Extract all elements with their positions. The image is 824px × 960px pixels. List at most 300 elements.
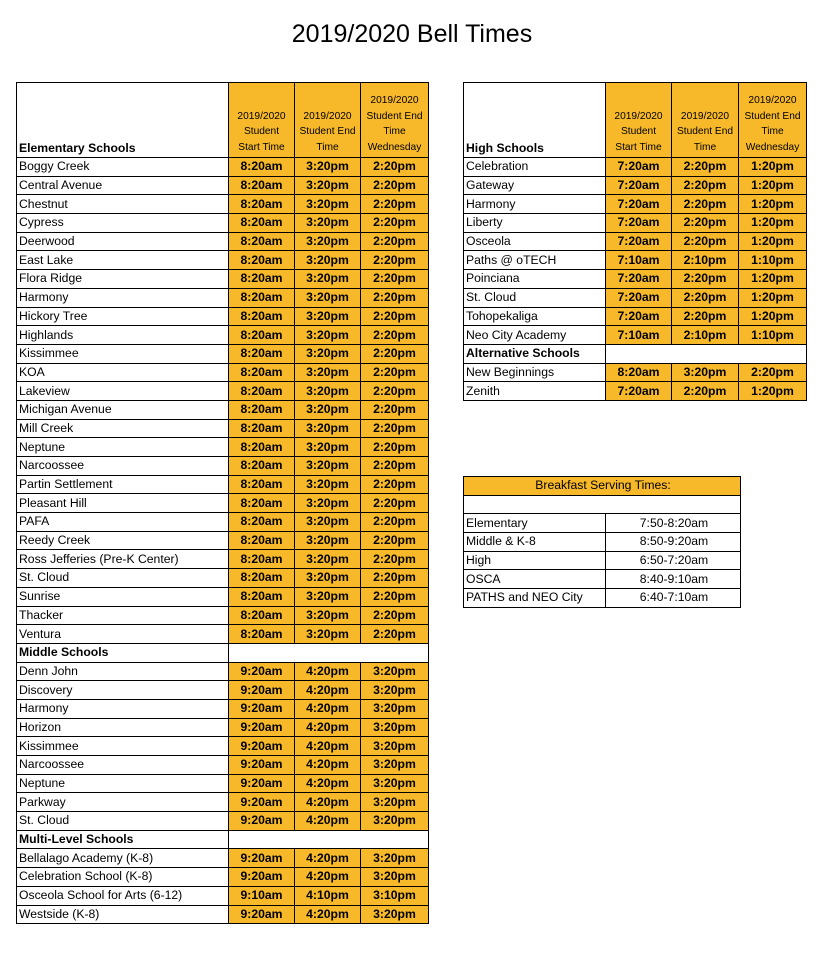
start-time: 7:10am bbox=[606, 326, 672, 345]
start-time: 8:20am bbox=[229, 550, 295, 569]
table-row bbox=[464, 514, 741, 533]
high-school-bell-times-table bbox=[463, 82, 807, 401]
table-row bbox=[464, 382, 807, 401]
wednesday-end-time: 3:20pm bbox=[361, 793, 429, 812]
school-name: PAFA bbox=[17, 513, 229, 532]
serving-time: 6:50-7:20am bbox=[606, 551, 741, 570]
school-name: East Lake bbox=[17, 251, 229, 270]
column-header-line: Wednesday bbox=[745, 141, 800, 153]
end-time: 3:20pm bbox=[295, 569, 361, 588]
school-name: Celebration School (K-8) bbox=[17, 868, 229, 887]
start-time: 8:20am bbox=[229, 363, 295, 382]
end-time: 3:20pm bbox=[295, 475, 361, 494]
end-time: 3:20pm bbox=[295, 270, 361, 289]
start-time: 9:20am bbox=[229, 699, 295, 718]
wednesday-end-time: 1:10pm bbox=[739, 251, 807, 270]
wednesday-end-time: 2:20pm bbox=[361, 419, 429, 438]
column-header-wed bbox=[361, 83, 429, 158]
wednesday-end-time: 3:20pm bbox=[361, 662, 429, 681]
table-row bbox=[17, 699, 429, 718]
start-time: 9:20am bbox=[229, 756, 295, 775]
school-name: Osceola bbox=[464, 232, 606, 251]
school-name: Ross Jefferies (Pre-K Center) bbox=[17, 550, 229, 569]
start-time: 7:20am bbox=[606, 176, 672, 195]
start-time: 8:20am bbox=[229, 214, 295, 233]
table-row bbox=[17, 793, 429, 812]
end-time: 4:20pm bbox=[295, 681, 361, 700]
school-name: Chestnut bbox=[17, 195, 229, 214]
end-time: 3:20pm bbox=[295, 513, 361, 532]
table-row bbox=[17, 270, 429, 289]
start-time: 9:20am bbox=[229, 737, 295, 756]
start-time: 7:20am bbox=[606, 158, 672, 177]
end-time: 3:20pm bbox=[295, 531, 361, 550]
school-name: Discovery bbox=[17, 681, 229, 700]
wednesday-end-time: 2:20pm bbox=[361, 606, 429, 625]
wednesday-end-time: 2:20pm bbox=[361, 307, 429, 326]
wednesday-end-time: 2:20pm bbox=[361, 270, 429, 289]
column-header-line: 2019/2020 bbox=[237, 110, 286, 122]
start-time: 8:20am bbox=[229, 494, 295, 513]
wednesday-end-time: 2:20pm bbox=[361, 438, 429, 457]
school-level: PATHS and NEO City bbox=[464, 589, 606, 608]
column-header-line: Student End bbox=[744, 110, 801, 122]
school-name: Thacker bbox=[17, 606, 229, 625]
table-row bbox=[17, 625, 429, 644]
table-row bbox=[464, 551, 741, 570]
wednesday-end-time: 3:20pm bbox=[361, 849, 429, 868]
column-header-line: 2019/2020 bbox=[303, 110, 352, 122]
end-time: 3:20pm bbox=[295, 326, 361, 345]
table-row bbox=[464, 158, 807, 177]
start-time: 9:20am bbox=[229, 868, 295, 887]
wednesday-end-time: 3:20pm bbox=[361, 774, 429, 793]
end-time: 3:20pm bbox=[295, 457, 361, 476]
school-name: Ventura bbox=[17, 625, 229, 644]
school-name: Zenith bbox=[464, 382, 606, 401]
table-row bbox=[17, 886, 429, 905]
start-time: 7:20am bbox=[606, 232, 672, 251]
wednesday-end-time: 1:20pm bbox=[739, 288, 807, 307]
table-row bbox=[464, 326, 807, 345]
serving-time: 8:50-9:20am bbox=[606, 533, 741, 552]
column-header-line: Student bbox=[243, 126, 280, 137]
wednesday-end-time: 2:20pm bbox=[361, 400, 429, 419]
school-level: OSCA bbox=[464, 570, 606, 589]
wednesday-end-time: 3:20pm bbox=[361, 868, 429, 887]
end-time: 2:20pm bbox=[672, 382, 739, 401]
school-name: Sunrise bbox=[17, 587, 229, 606]
school-name: Neptune bbox=[17, 438, 229, 457]
end-time: 3:20pm bbox=[295, 438, 361, 457]
end-time: 2:20pm bbox=[672, 288, 739, 307]
end-time: 3:20pm bbox=[295, 363, 361, 382]
serving-time: 8:40-9:10am bbox=[606, 570, 741, 589]
table-row bbox=[17, 176, 429, 195]
breakfast-title-row bbox=[464, 477, 741, 496]
start-time: 9:20am bbox=[229, 718, 295, 737]
table-row bbox=[464, 589, 741, 608]
wednesday-end-time: 2:20pm bbox=[361, 176, 429, 195]
end-time: 4:20pm bbox=[295, 849, 361, 868]
start-time: 8:20am bbox=[229, 288, 295, 307]
start-time: 8:20am bbox=[229, 176, 295, 195]
wednesday-end-time: 2:20pm bbox=[361, 363, 429, 382]
column-header-end bbox=[295, 83, 361, 158]
section-row bbox=[464, 83, 807, 158]
end-time: 2:20pm bbox=[672, 270, 739, 289]
table-row bbox=[464, 363, 807, 382]
end-time: 4:20pm bbox=[295, 699, 361, 718]
start-time: 7:20am bbox=[606, 288, 672, 307]
section-spacer bbox=[606, 344, 807, 363]
end-time: 4:20pm bbox=[295, 756, 361, 775]
table-row bbox=[17, 681, 429, 700]
start-time: 8:20am bbox=[229, 232, 295, 251]
end-time: 3:20pm bbox=[295, 344, 361, 363]
school-name: Tohopekaliga bbox=[464, 307, 606, 326]
start-time: 8:20am bbox=[229, 438, 295, 457]
start-time: 8:20am bbox=[229, 587, 295, 606]
end-time: 3:20pm bbox=[295, 232, 361, 251]
wednesday-end-time: 2:20pm bbox=[361, 288, 429, 307]
table-row bbox=[464, 533, 741, 552]
table-row bbox=[464, 232, 807, 251]
wednesday-end-time: 1:20pm bbox=[739, 176, 807, 195]
column-header-line: 2019/2020 bbox=[614, 110, 663, 122]
table-row bbox=[17, 513, 429, 532]
start-time: 8:20am bbox=[229, 531, 295, 550]
end-time: 2:20pm bbox=[672, 195, 739, 214]
wednesday-end-time: 3:20pm bbox=[361, 699, 429, 718]
end-time: 3:20pm bbox=[295, 176, 361, 195]
end-time: 4:10pm bbox=[295, 886, 361, 905]
school-name: St. Cloud bbox=[464, 288, 606, 307]
school-name: Reedy Creek bbox=[17, 531, 229, 550]
school-name: Paths @ oTECH bbox=[464, 251, 606, 270]
school-name: Flora Ridge bbox=[17, 270, 229, 289]
school-name: Osceola School for Arts (6-12) bbox=[17, 886, 229, 905]
breakfast-spacer bbox=[464, 495, 741, 514]
wednesday-end-time: 1:10pm bbox=[739, 326, 807, 345]
table-row bbox=[17, 457, 429, 476]
start-time: 8:20am bbox=[229, 307, 295, 326]
section-row bbox=[17, 643, 429, 662]
start-time: 8:20am bbox=[229, 382, 295, 401]
table-row bbox=[17, 662, 429, 681]
start-time: 7:20am bbox=[606, 195, 672, 214]
end-time: 4:20pm bbox=[295, 868, 361, 887]
school-name: Neptune bbox=[17, 774, 229, 793]
school-name: Horizon bbox=[17, 718, 229, 737]
wednesday-end-time: 3:20pm bbox=[361, 905, 429, 924]
start-time: 8:20am bbox=[229, 513, 295, 532]
column-header-line: Student bbox=[620, 126, 657, 137]
wednesday-end-time: 2:20pm bbox=[361, 475, 429, 494]
end-time: 3:20pm bbox=[295, 307, 361, 326]
school-name: Highlands bbox=[17, 326, 229, 345]
serving-time: 6:40-7:10am bbox=[606, 589, 741, 608]
table-row bbox=[17, 158, 429, 177]
table-row bbox=[17, 214, 429, 233]
table-row bbox=[17, 569, 429, 588]
table-row bbox=[17, 382, 429, 401]
start-time: 9:20am bbox=[229, 849, 295, 868]
table-row bbox=[17, 905, 429, 924]
school-name: Mill Creek bbox=[17, 419, 229, 438]
end-time: 3:20pm bbox=[295, 400, 361, 419]
school-name: Harmony bbox=[464, 195, 606, 214]
wednesday-end-time: 2:20pm bbox=[361, 625, 429, 644]
table-row bbox=[17, 251, 429, 270]
school-name: Liberty bbox=[464, 214, 606, 233]
wednesday-end-time: 1:20pm bbox=[739, 214, 807, 233]
section-row bbox=[464, 344, 807, 363]
table-row bbox=[464, 214, 807, 233]
column-header-line: Start Time bbox=[615, 141, 662, 153]
wednesday-end-time: 2:20pm bbox=[361, 569, 429, 588]
table-row bbox=[17, 419, 429, 438]
school-name: Celebration bbox=[464, 158, 606, 177]
start-time: 9:20am bbox=[229, 662, 295, 681]
school-name: New Beginnings bbox=[464, 363, 606, 382]
table-row bbox=[464, 307, 807, 326]
table-row bbox=[17, 307, 429, 326]
school-name: Pleasant Hill bbox=[17, 494, 229, 513]
start-time: 8:20am bbox=[229, 400, 295, 419]
column-header-line: 2019/2020 bbox=[748, 95, 797, 106]
table-row bbox=[17, 531, 429, 550]
end-time: 3:20pm bbox=[295, 419, 361, 438]
end-time: 3:20pm bbox=[295, 625, 361, 644]
column-header-start bbox=[606, 83, 672, 158]
column-header-start bbox=[229, 83, 295, 158]
wednesday-end-time: 2:20pm bbox=[361, 550, 429, 569]
start-time: 9:20am bbox=[229, 812, 295, 831]
school-name: KOA bbox=[17, 363, 229, 382]
end-time: 4:20pm bbox=[295, 793, 361, 812]
wednesday-end-time: 2:20pm bbox=[361, 195, 429, 214]
school-name: Michigan Avenue bbox=[17, 400, 229, 419]
table-row bbox=[464, 288, 807, 307]
start-time: 8:20am bbox=[229, 457, 295, 476]
end-time: 4:20pm bbox=[295, 905, 361, 924]
start-time: 9:20am bbox=[229, 905, 295, 924]
school-name: Harmony bbox=[17, 288, 229, 307]
column-header-line: 2019/2020 bbox=[680, 110, 730, 122]
start-time: 8:20am bbox=[229, 625, 295, 644]
school-name: Narcoossee bbox=[17, 457, 229, 476]
end-time: 3:20pm bbox=[295, 158, 361, 177]
section-heading: Multi-Level Schools bbox=[17, 830, 229, 849]
section-spacer bbox=[229, 830, 429, 849]
section-heading: Elementary Schools bbox=[17, 83, 229, 158]
wednesday-end-time: 2:20pm bbox=[361, 513, 429, 532]
section-row bbox=[17, 83, 429, 158]
school-level: Elementary bbox=[464, 514, 606, 533]
end-time: 3:20pm bbox=[295, 195, 361, 214]
table-row bbox=[17, 288, 429, 307]
table-row bbox=[17, 718, 429, 737]
column-header-line: Time bbox=[693, 141, 717, 153]
table-row bbox=[464, 176, 807, 195]
wednesday-end-time: 3:20pm bbox=[361, 718, 429, 737]
wednesday-end-time: 1:20pm bbox=[739, 382, 807, 401]
wednesday-end-time: 2:20pm bbox=[361, 232, 429, 251]
end-time: 3:20pm bbox=[295, 494, 361, 513]
end-time: 2:20pm bbox=[672, 232, 739, 251]
end-time: 4:20pm bbox=[295, 718, 361, 737]
school-name: Partin Settlement bbox=[17, 475, 229, 494]
wednesday-end-time: 2:20pm bbox=[361, 326, 429, 345]
column-header-line: 2019/2020 bbox=[370, 95, 419, 106]
end-time: 4:20pm bbox=[295, 662, 361, 681]
start-time: 8:20am bbox=[606, 363, 672, 382]
section-heading: High Schools bbox=[464, 83, 606, 158]
school-name: St. Cloud bbox=[17, 569, 229, 588]
wednesday-end-time: 2:20pm bbox=[361, 214, 429, 233]
start-time: 9:10am bbox=[229, 886, 295, 905]
wednesday-end-time: 2:20pm bbox=[361, 158, 429, 177]
end-time: 2:20pm bbox=[672, 214, 739, 233]
school-level: Middle & K-8 bbox=[464, 533, 606, 552]
wednesday-end-time: 1:20pm bbox=[739, 195, 807, 214]
start-time: 8:20am bbox=[229, 606, 295, 625]
table-row bbox=[17, 737, 429, 756]
wednesday-end-time: 2:20pm bbox=[739, 363, 807, 382]
wednesday-end-time: 2:20pm bbox=[361, 457, 429, 476]
wednesday-end-time: 1:20pm bbox=[739, 158, 807, 177]
end-time: 4:20pm bbox=[295, 774, 361, 793]
end-time: 2:10pm bbox=[672, 326, 739, 345]
school-name: St. Cloud bbox=[17, 812, 229, 831]
start-time: 8:20am bbox=[229, 475, 295, 494]
school-name: Gateway bbox=[464, 176, 606, 195]
school-name: Central Avenue bbox=[17, 176, 229, 195]
school-name: Westside (K-8) bbox=[17, 905, 229, 924]
column-header-line: Time bbox=[383, 126, 406, 137]
end-time: 4:20pm bbox=[295, 737, 361, 756]
table-row bbox=[17, 606, 429, 625]
column-header-line: Student End bbox=[676, 126, 734, 137]
table-row bbox=[17, 344, 429, 363]
end-time: 3:20pm bbox=[295, 550, 361, 569]
wednesday-end-time: 2:20pm bbox=[361, 587, 429, 606]
school-name: Neo City Academy bbox=[464, 326, 606, 345]
table-row bbox=[464, 251, 807, 270]
start-time: 8:20am bbox=[229, 158, 295, 177]
start-time: 9:20am bbox=[229, 774, 295, 793]
end-time: 2:20pm bbox=[672, 307, 739, 326]
wednesday-end-time: 1:20pm bbox=[739, 307, 807, 326]
start-time: 7:20am bbox=[606, 214, 672, 233]
school-name: Hickory Tree bbox=[17, 307, 229, 326]
table-row bbox=[17, 195, 429, 214]
table-row bbox=[17, 812, 429, 831]
column-header-line: Start Time bbox=[238, 141, 285, 153]
end-time: 3:20pm bbox=[295, 214, 361, 233]
table-row bbox=[464, 570, 741, 589]
start-time: 7:20am bbox=[606, 382, 672, 401]
table-row bbox=[17, 550, 429, 569]
table-row bbox=[17, 438, 429, 457]
end-time: 3:20pm bbox=[295, 606, 361, 625]
school-name: Narcoossee bbox=[17, 756, 229, 775]
table-row bbox=[17, 756, 429, 775]
start-time: 8:20am bbox=[229, 569, 295, 588]
table-row bbox=[17, 475, 429, 494]
wednesday-end-time: 3:20pm bbox=[361, 756, 429, 775]
section-heading: Alternative Schools bbox=[464, 344, 606, 363]
elementary-bell-times-table bbox=[16, 82, 429, 924]
breakfast-title: Breakfast Serving Times: bbox=[464, 477, 741, 496]
school-name: Poinciana bbox=[464, 270, 606, 289]
end-time: 4:20pm bbox=[295, 812, 361, 831]
wednesday-end-time: 3:20pm bbox=[361, 812, 429, 831]
wednesday-end-time: 2:20pm bbox=[361, 251, 429, 270]
start-time: 9:20am bbox=[229, 793, 295, 812]
serving-time: 7:50-8:20am bbox=[606, 514, 741, 533]
end-time: 2:10pm bbox=[672, 251, 739, 270]
school-name: Lakeview bbox=[17, 382, 229, 401]
wednesday-end-time: 2:20pm bbox=[361, 531, 429, 550]
wednesday-end-time: 1:20pm bbox=[739, 270, 807, 289]
section-spacer bbox=[229, 643, 429, 662]
table-row bbox=[464, 270, 807, 289]
end-time: 3:20pm bbox=[295, 288, 361, 307]
school-name: Denn John bbox=[17, 662, 229, 681]
table-row bbox=[17, 868, 429, 887]
start-time: 8:20am bbox=[229, 251, 295, 270]
end-time: 2:20pm bbox=[672, 176, 739, 195]
school-level: High bbox=[464, 551, 606, 570]
table-row bbox=[17, 587, 429, 606]
start-time: 8:20am bbox=[229, 270, 295, 289]
table-row bbox=[17, 849, 429, 868]
start-time: 8:20am bbox=[229, 195, 295, 214]
section-heading: Middle Schools bbox=[17, 643, 229, 662]
start-time: 7:20am bbox=[606, 307, 672, 326]
column-header-line: Student End bbox=[366, 110, 423, 122]
wednesday-end-time: 2:20pm bbox=[361, 344, 429, 363]
school-name: Harmony bbox=[17, 699, 229, 718]
column-header-line: Time bbox=[316, 141, 339, 153]
column-header-wed bbox=[739, 83, 807, 158]
school-name: Boggy Creek bbox=[17, 158, 229, 177]
column-header-line: Student End bbox=[299, 126, 356, 137]
wednesday-end-time: 3:10pm bbox=[361, 886, 429, 905]
breakfast-times-table bbox=[463, 476, 741, 608]
table-row bbox=[17, 232, 429, 251]
table-row bbox=[464, 195, 807, 214]
table-row bbox=[17, 326, 429, 345]
column-header-line: Time bbox=[761, 126, 784, 137]
table-row bbox=[17, 363, 429, 382]
start-time: 8:20am bbox=[229, 344, 295, 363]
column-header-end bbox=[672, 83, 739, 158]
end-time: 3:20pm bbox=[672, 363, 739, 382]
wednesday-end-time: 3:20pm bbox=[361, 737, 429, 756]
end-time: 3:20pm bbox=[295, 251, 361, 270]
school-name: Parkway bbox=[17, 793, 229, 812]
school-name: Deerwood bbox=[17, 232, 229, 251]
start-time: 7:10am bbox=[606, 251, 672, 270]
school-name: Kissimmee bbox=[17, 737, 229, 756]
end-time: 3:20pm bbox=[295, 382, 361, 401]
section-row bbox=[17, 830, 429, 849]
school-name: Kissimmee bbox=[17, 344, 229, 363]
end-time: 3:20pm bbox=[295, 587, 361, 606]
